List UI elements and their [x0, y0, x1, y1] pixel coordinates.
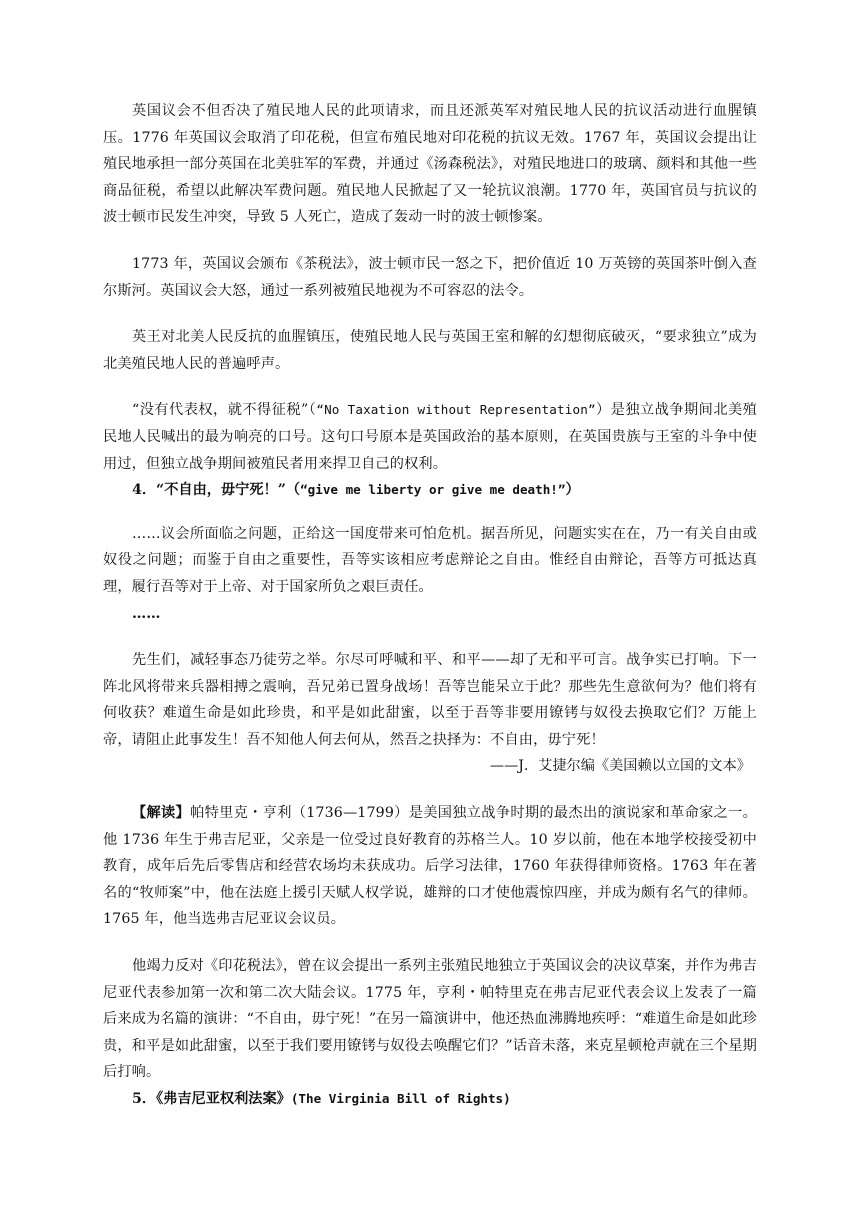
ellipsis-separator: …… — [132, 605, 161, 622]
paragraph-stamp-act-opposition: 他竭力反对《印花税法》，曾在议会提出一系列主张殖民地独立于英国议会的决议草案，并作为弗吉尼亚代表参加第一次和第二次大陆会议。1775 年，亨利・帕特里克在弗吉尼亚代表会议上发表了一篇后来成为名篇的演讲：“不自由，毋宁死！”在另一篇演讲中，他还热血沸腾地疾呼：“难道生命是如此珍贵，和平是如此甜蜜，以至于我们要用镣铐与奴役去唤醒它们？”话音未落，来克星顿枪声就在三个星期后打响。 — [103, 958, 757, 1081]
section-heading-5-cn: 5．《弗吉尼亚权利法案》 — [132, 1091, 291, 1107]
paragraph-independence-call: 英王对北美人民反抗的血腥镇压，使殖民地人民与英国王室和解的幻想彻底破灭，“要求独立”成为北美殖民地人民的普遍呼声。 — [103, 329, 757, 372]
paragraph-interpretation — [103, 800, 757, 933]
paragraph-speech-excerpt-2: 先生们，减轻事态乃徒劳之举。尔尽可呼喊和平、和平——却了无和平可言。战争实已打响。下一阵北风将带来兵器相搏之震响，吾兄弟已置身战场！吾等岂能呆立于此？那些先生意欲何为？他们将有何收获？难道生命是如此珍贵，和平是如此甜蜜，以至于吾等非要用镣铐与奴役去换取它们？万能上帝，请阻止此事发生！吾不知他人何去何从，然吾之抉择为：不自由，毋宁死！ — [103, 652, 757, 748]
document-page — [103, 98, 757, 1113]
interpretation-label: 【解读】 — [132, 805, 191, 822]
paragraph-speech-excerpt-1: ……议会所面临之问题，正给这一国度带来可怕危机。据吾所见，问题实实在在，乃一有关自由或奴役之问题；而鉴于自由之重要性，吾等实该相应考虑辩论之自由。惟经自由辩论，吾等方可抵达真理，履行吾等对于上帝、对于国家所负之艰巨责任。 — [103, 525, 757, 595]
interpretation-text: 帕特里克・亨利（1736—1799）是美国独立战争时期的最杰出的演说家和革命家之一。他 1736 年生于弗吉尼亚，父亲是一位受过良好教育的苏格兰人。10 岁以前，他在本地学校接受初中教育，成年后先后零售店和经营农场均未获成功。后学习法律，1760 年获得律师资格。1763 年在著名的“牧师案”中，他在法庭上援引天赋人权学说，雄辩的口才使他震惊四座，并成为颇有名气的律师。1765 年，他当选弗吉尼亚议会议员。 — [103, 805, 758, 928]
paragraph-no-taxation — [103, 397, 757, 477]
section-heading-5 — [103, 1086, 757, 1113]
no-taxation-rest: ）是独立战争期间北美殖民地人民喊出的最为响亮的口号。这句口号原本是英国政治的基本原则，在英国贵族与王室的斗争中使用过，但独立战争期间被殖民者用来捍卫自己的权利。 — [103, 402, 757, 472]
section-heading-4-en: “give me liberty or give me death!” — [300, 482, 566, 498]
source-citation: ——J．艾捷尔编《美国赖以立国的文本》 — [489, 758, 751, 775]
paragraph-parliament-suppression: 英国议会不但否决了殖民地人民的此项请求，而且还派英军对殖民地人民的抗议活动进行血腥镇压。1776 年英国议会取消了印花税，但宣布殖民地对印花税的抗议无效。1767 年，英国议会提出让殖民地承担一部分英国在北美驻军的军费，并通过《汤森税法》，对殖民地进口的玻璃、颜料和其他一些商品征税，希望以此解决军费问题。殖民地人民掀起了又一轮抗议浪潮。1770 年，英国官员与抗议的波士顿市民发生冲突，导致 5 人死亡，造成了轰动一时的波士顿惨案。 — [103, 103, 757, 226]
section-heading-4 — [103, 477, 757, 504]
no-taxation-intro: “没有代表权，就不得征税”（ — [132, 402, 317, 419]
no-taxation-english: “No Taxation without Representation” — [316, 402, 596, 418]
paragraph-tea-act: 1773 年，英国议会颁布《茶税法》，波士顿市民一怒之下，把价值近 10 万英镑的英国茶叶倒入查尔斯河。英国议会大怒，通过一系列被殖民地视为不可容忍的法令。 — [103, 255, 757, 299]
section-heading-5-en: (The Virginia Bill of Rights) — [290, 1091, 511, 1106]
section-heading-4-cn: 4．“不自由，毋宁死！”（ — [132, 482, 301, 499]
section-heading-4-close: ） — [565, 482, 580, 499]
